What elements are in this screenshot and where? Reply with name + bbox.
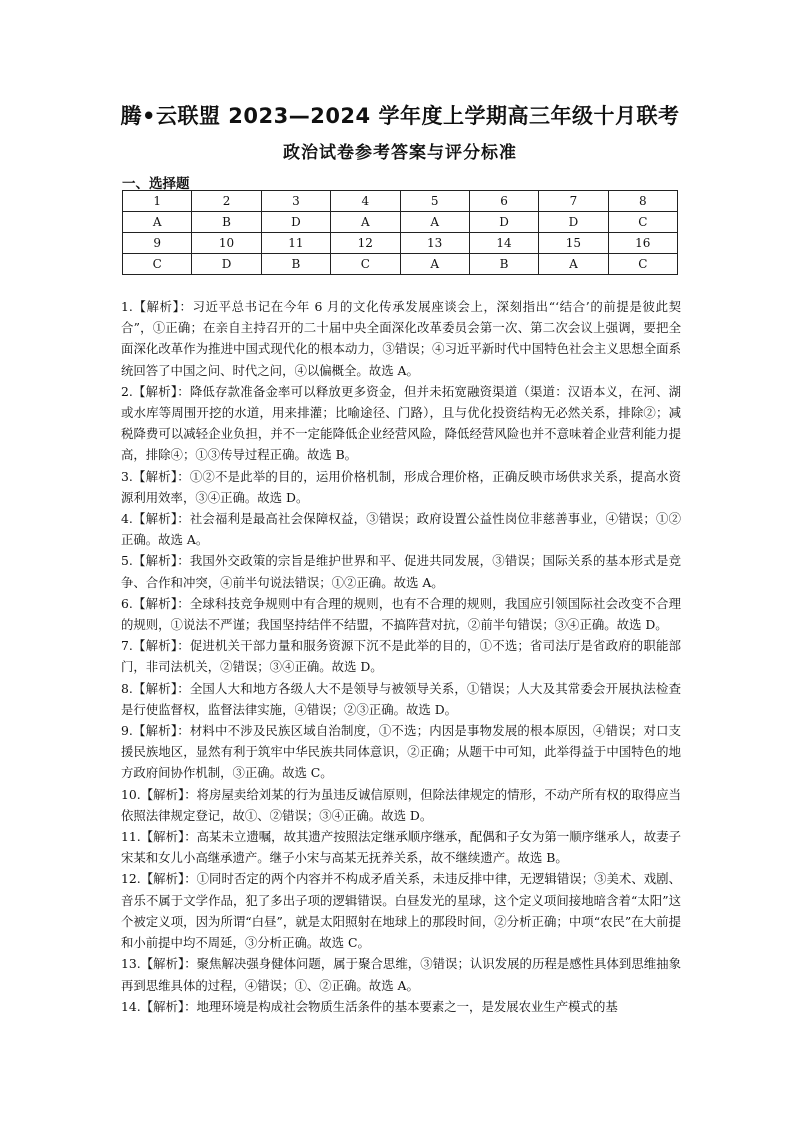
analysis-item: 9.【解析】：材料中不涉及民族区域自治制度，①不选；内因是事物发展的根本原因，④错误；对口支援民族地区，显然有利于筑牢中华民族共同体意识，②正确；从题干中可知，此举得益于中国特色的地方政府间协作机制，③正确。故选 C。	[121, 723, 681, 781]
table-cell: 14	[469, 233, 538, 254]
table-cell: C	[123, 254, 192, 275]
analysis-item: 4.【解析】：社会福利是最高社会保障权益，③错误；政府设置公益性岗位非慈善事业，④错误；①②正确。故选 A。	[121, 511, 681, 548]
analysis-section	[121, 296, 681, 1017]
table-cell: D	[539, 212, 608, 233]
table-cell: 16	[608, 233, 677, 254]
table-cell: 5	[400, 191, 469, 212]
analysis-item: 2.【解析】：降低存款准备金率可以释放更多资金，但并未拓宽融资渠道（渠道：汉语本义，在河、湖或水库等周围开挖的水道，用来排灌；比喻途径、门路），且与优化投资结构无必然关系，排除②；减税降费可以减轻企业负担，并不一定能降低企业经营风险，降低经营风险也并不意味着企业营利能力提高，排除④；①③传导过程正确。故选 B。	[121, 383, 681, 463]
table-cell: A	[539, 254, 608, 275]
table-cell: C	[608, 212, 677, 233]
table-cell: 13	[400, 233, 469, 254]
document-title: 腾•云联盟 2023—2024 学年度上学期高三年级十月联考	[120, 104, 680, 128]
table-cell: 4	[331, 191, 400, 212]
question-number-row	[123, 191, 678, 212]
table-cell: 1	[123, 191, 192, 212]
table-cell: C	[608, 254, 677, 275]
table-cell: 9	[123, 233, 192, 254]
analysis-item: 12.【解析】：①同时否定的两个内容并不构成矛盾关系，未违反排中律，无逻辑错误；③美术、戏剧、音乐不属于文学作品，犯了多出子项的逻辑错误。白昼发光的星球，这个定义项间接地暗含着“太阳”这个被定义项，因为所谓“白昼”，就是太阳照射在地球上的那段时间，②分析正确；中项“农民”在大前提和小前提中均不周延，③分析正确。故选 C。	[121, 871, 681, 951]
answer-row	[123, 212, 678, 233]
analysis-item: 6.【解析】：全球科技竞争规则中有合理的规则，也有不合理的规则，我国应引领国际社会改变不合理的规则，①说法不严谨；我国坚持结伴不结盟，不搞阵营对抗，②前半句错误；③④正确。故选 D。	[121, 595, 681, 633]
analysis-item: 11.【解析】：高某未立遗嘱，故其遗产按照法定继承顺序继承，配偶和子女为第一顺序继承人，故妻子宋某和女儿小高继承遗产。继子小宋与高某无抚养关系，故不继续遗产。故选 B。	[121, 829, 681, 866]
table-cell: 11	[261, 233, 330, 254]
table-cell: 6	[469, 191, 538, 212]
table-cell: B	[192, 212, 261, 233]
table-cell: A	[331, 212, 400, 233]
analysis-item: 14.【解析】：地理环境是构成社会物质生活条件的基本要素之一，是发展农业生产模式的基	[121, 998, 618, 1014]
table-cell: D	[192, 254, 261, 275]
table-cell: A	[123, 212, 192, 233]
analysis-item: 5.【解析】：我国外交政策的宗旨是维护世界和平、促进共同发展，③错误；国际关系的基本形式是竞争、合作和冲突，④前半句说法错误；①②正确。故选 A。	[121, 553, 681, 590]
document-subtitle: 政治试卷参考答案与评分标准	[283, 143, 517, 163]
table-cell: 15	[539, 233, 608, 254]
analysis-item: 3.【解析】：①②不是此举的目的，运用价格机制，形成合理价格，正确反映市场供求关系，提高水资源利用效率，③④正确。故选 D。	[121, 468, 681, 505]
answer-row	[123, 254, 678, 275]
question-number-row	[123, 233, 678, 254]
analysis-item: 8.【解析】：全国人大和地方各级人大不是领导与被领导关系，①错误；人大及其常委会开展执法检查是行使监督权，监督法律实施，④错误；②③正确。故选 D。	[121, 680, 681, 717]
analysis-item: 10.【解析】：将房屋卖给刘某的行为虽违反诚信原则，但除法律规定的情形，不动产所有权的取得应当依照法律规定登记，故①、②错误；③④正确。故选 D。	[121, 786, 681, 823]
table-cell: 2	[192, 191, 261, 212]
table-cell: D	[261, 212, 330, 233]
answer-table	[122, 190, 678, 275]
analysis-item: 7.【解析】：促进机关干部力量和服务资源下沉不是此举的目的，①不选；省司法厅是省政府的职能部门，非司法机关，②错误；③④正确。故选 D。	[121, 638, 681, 675]
analysis-item: 13.【解析】：聚焦解决强身健体问题，属于聚合思维，③错误；认识发展的历程是感性具体到思维抽象再到思维具体的过程，④错误；①、②正确。故选 A。	[121, 956, 681, 993]
table-cell: 10	[192, 233, 261, 254]
table-cell: B	[261, 254, 330, 275]
table-cell: C	[331, 254, 400, 275]
table-cell: D	[469, 212, 538, 233]
table-cell: A	[400, 254, 469, 275]
section-heading: 一、选择题	[122, 176, 190, 192]
table-cell: 12	[331, 233, 400, 254]
table-cell: 7	[539, 191, 608, 212]
table-cell: A	[400, 212, 469, 233]
table-cell: 3	[261, 191, 330, 212]
table-cell: 8	[608, 191, 677, 212]
analysis-item: 1.【解析】：习近平总书记在今年 6 月的文化传承发展座谈会上，深刻指出“‘结合’的前提是彼此契合”，①正确；在亲自主持召开的二十届中央全面深化改革委员会第一次、第二次会议上强调，要把全面深化改革作为推进中国式现代化的根本动力，③错误；④习近平新时代中国特色社会主义思想全面系统回答了中国之问、时代之问，④以偏概全。故选 A。	[121, 299, 681, 378]
table-cell: B	[469, 254, 538, 275]
